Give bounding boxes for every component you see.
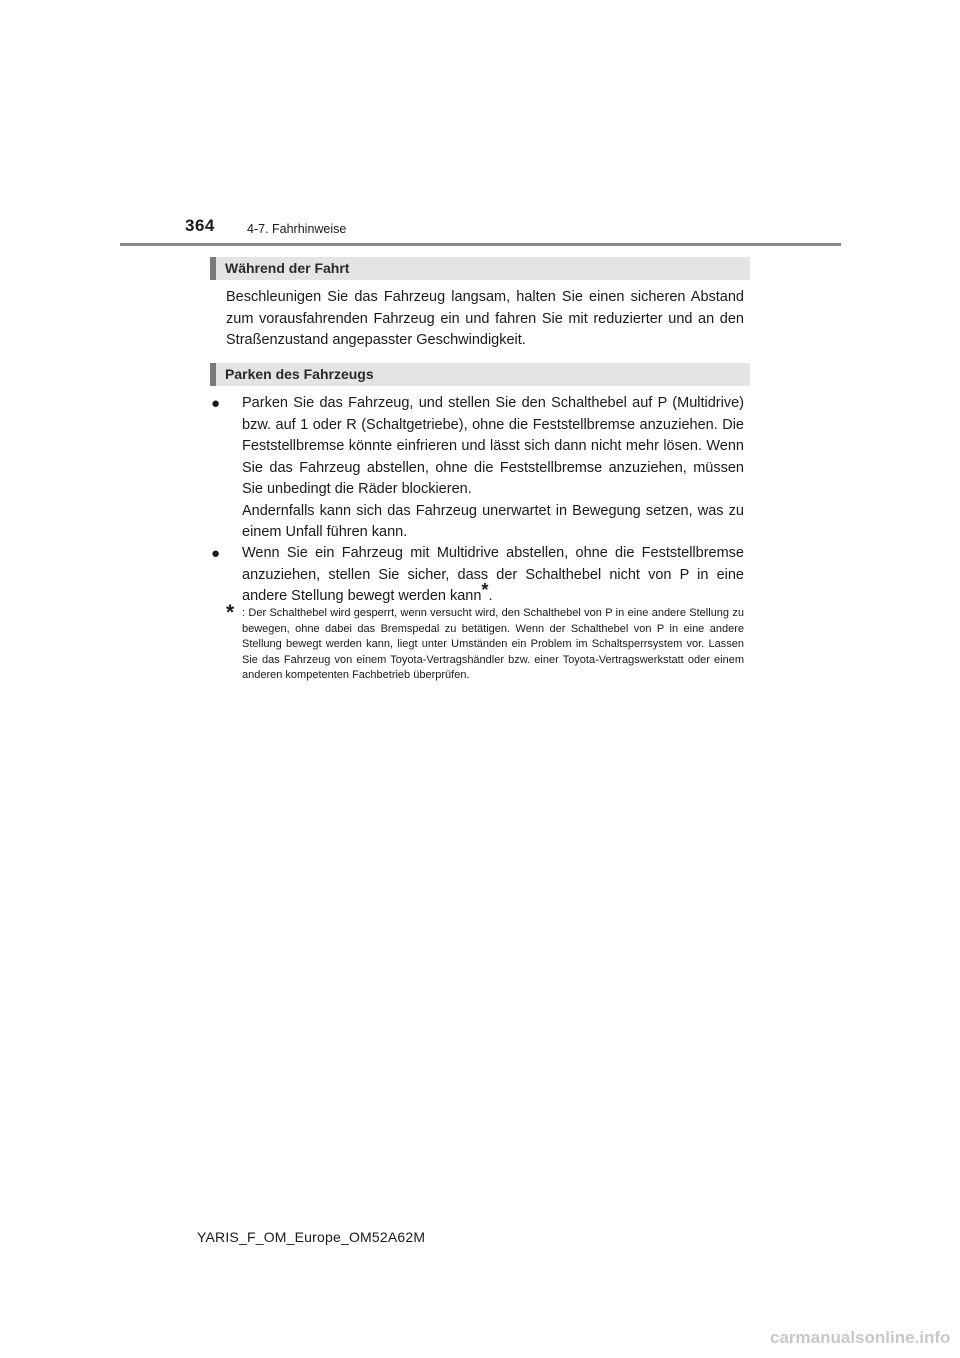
- page-number: 364: [185, 216, 215, 235]
- footnote-mark: *: [226, 601, 235, 624]
- header-divider: [120, 243, 841, 246]
- list-item: [210, 393, 744, 544]
- driving-paragraph: Beschleunigen Sie das Fahrzeug langsam, halten Sie einen sicheren Abstand zum vorausfahrenden Fahrzeug ein und fahren Sie mit reduzierter und an den Straßenzustand angepasster Geschwindigkeit.: [226, 289, 744, 348]
- bullet-text-continued: Andernfalls kann sich das Fahrzeug unerwartet in Bewegung setzen, was zu einem Unfall führen kann.: [242, 502, 744, 540]
- bullet-text: [242, 393, 744, 544]
- list-item: [210, 543, 744, 608]
- footnote: [226, 601, 744, 684]
- footnote-text: : Der Schalthebel wird gesperrt, wenn versucht wird, den Schalthebel von P in eine andere Stellung zu bewegen, ohne dabei das Bremspedal zu betätigen. Wenn der Schalthebel von P in eine andere Stellung bewegt werden kann, liegt unter Umständen ein Problem im Schaltsperrsystem vor. Lassen Sie das Fahrzeug von einem Toyota-Vertragshändler bzw. einer Toyota-Vertragswerkstatt oder einem anderen kompetenten Fachbetrieb überprüfen.: [242, 607, 744, 681]
- section-heading-parking: Parken des Fahrzeugs: [210, 363, 750, 386]
- bullet-icon: ●: [211, 545, 221, 562]
- bullet-text: [242, 543, 744, 608]
- footnote-reference: *: [481, 580, 489, 600]
- watermark: carmanualsonline.info: [770, 1328, 951, 1347]
- bullet-text-main: Parken Sie das Fahrzeug, und stellen Sie den Schalthebel auf P (Multidrive) bzw. auf 1 oder R (Schaltgetriebe), ohne die Feststellbremse anzuziehen. Die Feststellbremse könnte einfrieren und lässt sich dann nicht mehr lösen. Wenn Sie das Fahrzeug abstellen, ohne die Feststellbremse anzuziehen, müssen Sie unbedingt die Räder blockieren.: [242, 395, 744, 497]
- section-heading-driving: Während der Fahrt: [210, 257, 750, 280]
- bullet-text-end: .: [488, 588, 493, 604]
- document-id: YARIS_F_OM_Europe_OM52A62M: [197, 1229, 426, 1245]
- bullet-icon: ●: [211, 395, 221, 412]
- section-title: 4-7. Fahrhinweise: [247, 222, 347, 236]
- bullet-text-main: Wenn Sie ein Fahrzeug mit Multidrive abstellen, ohne die Feststellbremse anzuziehen, stellen Sie sicher, dass der Schalthebel nicht von P in eine andere Stellung bewegt werden kann: [242, 545, 744, 604]
